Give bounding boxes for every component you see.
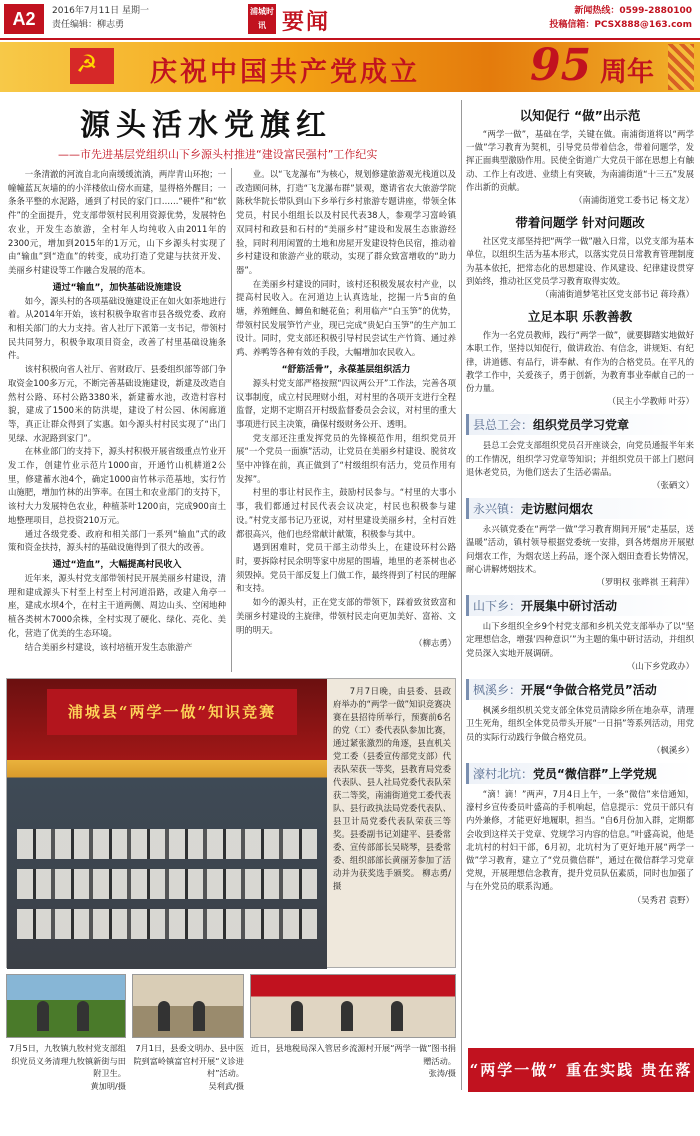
column-divider [231,168,232,672]
paragraph: 源头村党支部严格按照“四议两公开”工作法，完善各项议事制度，成立村民理财小组，对村里的各项开支进行全程监督，定期不定期召开村级监督委员会会议，对村里的重大事项进行民主决策，确保村级财务公开、透明。 [236,377,456,429]
slogan-banner: “两学一做” 重在实践 贵在落实 [468,1048,694,1092]
submission-email: 投稿信箱：PCSX888@163.com [549,20,692,30]
person-figure [77,1001,89,1031]
person-figure [158,1001,170,1031]
photo-credit: 吴利武/摄 [208,1080,244,1091]
short-article-source: （南浦街道党工委书记 杨文龙） [574,195,694,206]
photo-caption [6,1042,126,1092]
brief-text: 永兴镇党委在“两学一做”学习教育期间开展“走基层，送温暖”活动，镇村领导根据党委统一安排，到各烤烟房开展慰问烟农工作，为烟农送上药品，逐个深入烟田查看长势情况，耐心讲解烤烟技术。 [466,524,694,574]
news-brief-title [466,414,694,435]
brief-text: “滴！滴！”两声，7月4日上午，一条“微信”来信通知，濠村乡宣传委员叶盛高的手机响起，信息提示：党员干部只有内外兼修，才能更好地履职，担当。“自6月份加入群，定期都会收到这样关于党章、党规学习内容的信息。”叶盛高说，他是北坑村的村妇干部，6月初，北坑村为了更好地开展“两学一做”学习教育，建立了“党员微信群”，通过在微信群学习党章党规，开展理想信念教育，提升党员队伍素质，同时也加强了与在外党员的联系沟通。 [466,788,694,892]
caption-text: 近日，县地税局深入管居乡流源村开展“两学一做”图书捐赠活动。 [251,1043,456,1066]
paragraph: 一条清澈的河流自北向南缓缓流淌，两岸青山环抱；一幢幢蓝瓦灰墙的的小洋楼依山傍水而建，显得格外醒目；一条条平整的水泥路，通到了村民的家门口……“硬件”和“软件”的全面提升，党支部带领村民利用资源优势，发展特色农业，开发生态旅游，全村年人均纯收入由2011年的2300元，增加到2015年的1万元，山下乡源头村实现了由“输血”到“造血”的转变，成功打造了党建与扶贫开发、美丽乡村建设等工作融合发展的范本。 [8,169,226,275]
brief-title: 走访慰问烟农 [521,502,594,517]
article-subheading: 通过“输血”，加快基础设施建设 [52,282,182,293]
person-figure [37,1001,49,1031]
brief-source: （吴秀君 袁野） [632,894,694,905]
photo-caption [333,685,451,893]
brief-text: 枫溪乡组织机关党支部全体党员清除乡所在地杂草，清理卫生死角，组织全体党员带头开展“一日捐”等系列活动，用党员的实际行动践行争做合格党员。 [466,705,694,742]
audience-row [17,869,317,899]
paragraph: 遇到困难时，党员干部主动带头上，在建设环村公路时，要拆除村民余明等家中房屋的围墙，地里的老茶树也必须毁掉。党员干部反复上门做工作，最终得到了村民的理解和支持。 [236,542,456,594]
brief-title: 开展集中研讨活动 [521,599,618,614]
person-figure [291,1001,303,1031]
person-figure [391,1001,403,1031]
anniversary-banner [0,42,700,92]
column-divider [461,100,462,1090]
right-column [466,100,694,1040]
page-header [0,0,700,40]
paragraph: 该村积极向省人社厅、省财政厅、县委组织部等部门争取资金100多万元，不断完善基础设施建设，新建及改造自然村公路、环村公路3380米，新建蓄水池，改造村容村貌，建成了1500米的防洪堤，建设了村公园、休闲廊道等，真正让群众得到了实惠。如今源头村村民实现了“出门见绿、水泥路到家门”。 [8,364,226,443]
banner-number: 95 [530,40,592,91]
editor-line: 责任编辑：柳志勇 [52,20,125,30]
article-title: 源头活水党旗红 [80,108,332,143]
book-donation-photo [250,974,456,1038]
paragraph: 在林业部门的支持下，源头村积极开展省级重点竹业开发工作，创建竹业示范片1000亩，开通竹山机耕道2公里，修建蓄水池4个，确定1000亩竹林示范基地，实行竹山施肥，增加竹林的出笋率。在国土和农业部门的支持下，该村大力发展特色农业，种植茶叶1200亩，完成900亩土地整理项目，总投资210万元。 [8,446,226,525]
banner-decoration [668,44,694,90]
party-flag-icon [70,48,114,84]
header-meta [52,4,149,32]
short-article-text: 社区党支部坚持把“两学一做”融入日常，以党支部为基本单位，以组织生活为基本形式，以落实党员日常教育管理制度为基本依托，把常态化的思想建设、作风建设、纪律建设贯穿到始终，推动社区党员学习教育取得实效。 [466,236,694,286]
person-figure [341,1001,353,1031]
audience-row [17,909,317,939]
photo-caption [250,1042,456,1080]
article-subheading: “舒筋活骨”，永葆基层组织活力 [281,364,411,375]
news-brief-title [466,498,694,519]
brief-source: （山下乡党政办） [627,660,694,671]
article-subtitle: ——市先进基层党组织山下乡源头村推进“建设富民强村”工作纪实 [58,148,378,161]
paragraph: 结合美丽乡村建设，该村培植开发生态旅游产 [24,641,193,652]
paragraph: 如今的源头村，正在党支部的带领下，踩着致贫致富和美丽乡村建设的主旋律，带领村民走向更加美好、富裕、文明的明天。 [236,597,456,635]
banner-text: 庆祝中国共产党成立 [150,57,420,88]
stage-banner: 浦城县“两学一做”知识竞赛 [47,689,297,735]
photo-credit: 张涛/摄 [428,1068,456,1078]
clinic-photo [132,974,244,1038]
brief-prefix: 濠村北坑： [473,766,534,781]
brief-source: （枫溪乡） [652,744,694,755]
short-article-source: （民主小学教师 叶芬） [607,396,694,407]
paragraph: 通过各级党委、政府和相关部门一系列“输血”式的政策和资金扶持，源头村的基础设施得到了很大的改善。 [8,528,226,553]
brief-prefix: 枫溪乡： [473,683,522,698]
photo-caption [132,1042,244,1092]
section-title: 要闻 [282,9,331,35]
paragraph: 如今，源头村的各项基础设施建设正在如火如荼地进行着。从2014年开始，该村积极争取省市县各级党委、政府和相关部门的大力支持。省人社厅下派第一支书记，带领村民共同努力，积极争取项目资金，改善了村里基础设施条件。 [8,295,226,361]
news-brief-title [466,763,694,784]
article-column-1 [8,168,226,672]
page-number: A2 [4,4,44,34]
short-article-source: （南浦街道梦笔社区党支部书记 蒋玲燕） [540,289,694,300]
quiz-contest-photo [7,679,327,969]
news-hotline: 新闻热线：0599-2880100 [574,6,692,16]
photo-credit: 黄加明/摄 [90,1080,126,1091]
paragraph: 党支部还注重发挥党员的先锋模范作用，组织党员开展“一个党员一面旗”活动，让党员在美丽乡村建设、脱贫攻坚中冲锋在前，真正做到了“村级组织有活力，党员作用有发挥”。 [236,432,456,484]
caption-text: 7月1日，县委文明办、县中医院到富岭镇富官村开展“义诊进村”活动。 [133,1043,244,1078]
banner-suffix: 周年 [600,57,654,88]
brief-text: 县总工会党支部组织党员召开座谈会，向党员通报半年来的工作情况，组织学习党章等知识；并组织党员干部上门慰问退休老党员，为他们送去了生活必需品。 [466,440,694,477]
short-article-text: “两学一做”，基础在学，关键在做。南浦街道将以“两学一做”学习教育为契机，引导党员带着信念，带着问题学，发挥正面典型激励作用。民使全街道广大党员干部在思想上有触动、工作上有改进、业绩上有突破，为南浦街道“十三五”发展作出新的贡献。 [466,129,694,192]
person-figure [193,1001,205,1031]
brief-prefix: 永兴镇： [473,502,522,517]
cleanup-photo [6,974,126,1038]
caption-text: 7月7日晚，由县委、县政府举办的“两学一做”知识竞赛决赛在县招待所举行，预赛前6名的党（工）委代表队参加比赛，通过紧张激烈的角逐，县直机关党工委（县委宣传部党支部）代表队荣获一等奖，县教育局党委代表队、县人社局党委代表队荣获二等奖，南浦街道党工委代表队、县行政执法局党委代表队、县卫计局党委代表队荣获三等奖。县委副书记刘建平、县委常委、宣传部部长吴晓琴，县委常委、组织部部长黄丽芳参加了活动并为获奖选手颁奖。 [333,686,451,878]
paragraph: 业。以“飞龙瀑布”为核心，规划修建旅游观光栈道以及改造顾问林，打造“飞龙瀑布群”景观，邀请省农大旅游学院陈秋华院长带队到山下乡举行乡村旅游专题讲座，带领全体党员，村民小组组长以及村民代表38人，参观学习富岭镇双同村和政县和石村的“美丽乡村”建设和发展生态旅游经验，同时利用闲置的土地和房屋开发建设特色民宿，推动着乡村建设和旅游产业的联动，实现了群众致富增收的“助力器”。 [236,169,456,275]
brief-title: 党员“微信群”上学党规 [533,766,657,781]
article-byline: （柳志勇） [414,638,456,649]
date-line: 2016年7月11日 星期一 [52,6,149,16]
brief-title: 组织党员学习党章 [533,418,630,433]
photo-block [6,678,456,968]
news-brief-title [466,679,694,700]
photo-credit: 柳志勇/摄 [333,868,451,891]
short-article-title: 以知促行 “做”出示范 [519,108,641,123]
brief-source: （张硒文） [652,480,694,491]
paragraph: 在美丽乡村建设的同时，该村还积极发展农村产业，以提高村民收入。在河道边上认真选址，挖掘一片5亩的鱼塘，养殖鲤鱼、鲫鱼和鲢花鱼；利用临产“白玉笋”的优势，带领村民发展笋竹产业，现已完成“贵妃白玉笋”的生产加工设计。同时，党支部还积极引导村民尝试生产竹筒、通过养鸡、养鸭等各种有效的手段，大幅增加农民收入。 [236,278,456,358]
article-subheading: 通过“造血”，大幅提高村民收入 [52,559,182,570]
news-brief-title [466,595,694,616]
audience-row [17,829,317,859]
brief-source: （罗明权 张晔祺 王莉萍） [596,577,694,588]
short-article-title: 立足本职 乐教善教 [527,309,633,325]
brief-title: 开展“争做合格党员”活动 [521,683,657,698]
brief-prefix: 县总工会： [473,418,534,433]
paragraph: 村里的事让村民作主，鼓励村民参与。“村里的大事小事，我们都通过村民代表会议决定，村民也积极参与建设。”村党支部书记乃亚说，对村里建设美丽乡村，全村百姓都很高兴，他们也经常献计献策，积极参与其中。 [236,487,456,539]
header-contact [549,4,692,32]
short-article-title: 带着问题学 针对问题改 [515,215,645,231]
article-column-2 [236,168,456,672]
brief-text: 山下乡组织全乡9个村党支部和乡机关党支部举办了以“坚定理想信念，增强‘四种意识’”为主题的集中研讨活动，并组织党员深入实地开展调研。 [466,621,694,658]
short-article-text: 作为一名党员教师，践行“两学一做”，就要脚踏实地做好本职工作，坚持以知促行，做讲政治、有信念，讲规矩、有纪律，讲道德、有品行，讲奉献、有作为的合格党员。在平凡的教学工作中，关爱孩子，勇于创新，为教育事业奉献自己的一份力量。 [466,330,694,394]
caption-text: 7月5日，九牧镇九牧村党支部组织党员义务清理九牧镇新街与田附卫生。 [9,1043,126,1078]
newspaper-logo: 浦城时讯 [248,4,276,34]
paragraph: 近年来，源头村党支部带领村民开展美丽乡村建设，清理和建成源头下村至上村至上村河道沿路，改建入角亭一座，建成水坝4个，在村主干道两侧、周边山头、空闲地种植各类树木7000余株，全村实现了硬化、绿化、亮化、美化，营造了优美的生态环境。 [8,572,226,638]
brief-prefix: 山下乡： [473,599,522,614]
